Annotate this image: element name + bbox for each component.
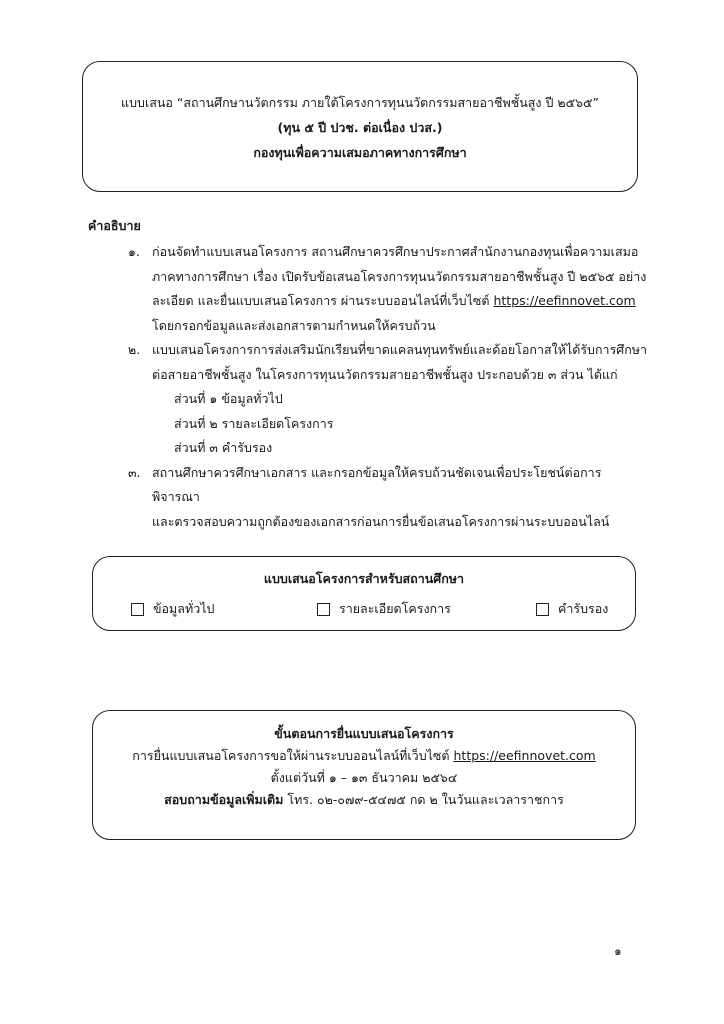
checkbox-label: ข้อมูลทั่วไป — [153, 601, 215, 616]
instruction-item-1 — [88, 240, 648, 338]
part-2: ส่วนที่ ๒ รายละเอียดโครงการ — [174, 415, 334, 431]
checkbox-label: คำรับรอง — [558, 601, 609, 616]
instruction-line: ต่อสายอาชีพชั้นสูง ในโครงการทุนนวัตกรรมสายอาชีพชั้นสูง ประกอบด้วย ๓ ส่วน ได้แก่ — [152, 366, 618, 382]
checkbox-group — [93, 599, 635, 621]
form-subtitle: (ทุน ๕ ปี ปวช. ต่อเนื่อง ปวส.) — [277, 120, 443, 135]
form-title: แบบเสนอ “สถานศึกษานวัตกรรม ภายใต้โครงการทุนนวัตกรรมสายอาชีพชั้นสูง ปี ๒๕๖๕” — [121, 95, 599, 110]
website-link[interactable]: https://eefinnovet.com — [453, 748, 596, 763]
contact-line — [93, 789, 635, 811]
item-number: ๑. — [128, 244, 140, 259]
submission-line — [93, 745, 635, 767]
instruction-line: และตรวจสอบความถูกต้องของเอกสารก่อนการยื่นข้อเสนอโครงการผ่านระบบออนไลน์ — [152, 513, 610, 529]
item-number: ๓. — [128, 464, 141, 480]
organization-name: กองทุนเพื่อความเสมอภาคทางการศึกษา — [253, 145, 467, 160]
checkbox-icon[interactable] — [131, 603, 144, 616]
checkbox-icon[interactable] — [536, 603, 549, 616]
instruction-item-2 — [88, 338, 648, 387]
checkbox-icon[interactable] — [317, 603, 330, 616]
instruction-text: ละเอียด และยื่นแบบเสนอโครงการ ผ่านระบบออนไลน์ที่เว็บไซต์ — [152, 293, 494, 308]
contact-label: สอบถามข้อมูลเพิ่มเติม — [164, 792, 284, 807]
form-sections-box — [92, 556, 636, 631]
part-3: ส่วนที่ ๓ คำรับรอง — [174, 440, 273, 455]
instruction-line: ก่อนจัดทำแบบเสนอโครงการ สถานศึกษาควรศึกษาประกาศสำนักงานกองทุนเพื่อความเสมอ — [152, 244, 639, 259]
checkbox-certification[interactable] — [536, 599, 608, 619]
instruction-line: สถานศึกษาควรศึกษาเอกสาร และกรอกข้อมูลให้ครบถ้วนชัดเจนเพื่อประโยชน์ต่อการพิจารณา — [152, 464, 602, 504]
website-link[interactable]: https://eefinnovet.com — [493, 293, 636, 308]
item-number: ๒. — [128, 342, 141, 357]
contact-text: โทร. ๐๒-๐๗๙-๕๔๗๕ กด ๒ ในวันและเวลาราชการ — [283, 792, 564, 807]
checkbox-label: รายละเอียดโครงการ — [339, 601, 451, 616]
checkbox-general-info[interactable] — [131, 599, 214, 619]
page-number: ๑ — [614, 944, 622, 958]
submission-dates: ตั้งแต่วันที่ ๑ – ๑๓ ธันวาคม ๒๕๖๔ — [270, 770, 458, 785]
title-box — [82, 61, 638, 192]
submission-text: การยื่นแบบเสนอโครงการขอให้ผ่านระบบออนไลน์ที่เว็บไซต์ — [132, 748, 454, 763]
instruction-line: แบบเสนอโครงการการส่งเสริมนักเรียนที่ขาดแคลนทุนทรัพย์และด้อยโอกาสให้ได้รับการศึกษา — [152, 342, 648, 357]
submission-title: ขั้นตอนการยื่นแบบเสนอโครงการ — [274, 726, 454, 741]
instruction-item-3 — [88, 461, 648, 535]
instruction-line: ภาคทางการศึกษา เรื่อง เปิดรับข้อเสนอโครงการทุนนวัตกรรมสายอาชีพชั้นสูง ปี ๒๕๖๕ อย่าง — [152, 268, 647, 284]
submission-box — [92, 710, 636, 840]
form-sections-title: แบบเสนอโครงการสำหรับสถานศึกษา — [263, 571, 465, 586]
instruction-line — [152, 289, 648, 314]
instructions-section — [88, 216, 648, 534]
instructions-heading: คำอธิบาย — [88, 218, 141, 233]
checkbox-project-details[interactable] — [317, 599, 451, 619]
instruction-line: โดยกรอกข้อมูลและส่งเอกสารตามกำหนดให้ครบถ้วน — [152, 317, 436, 333]
part-1: ส่วนที่ ๑ ข้อมูลทั่วไป — [174, 391, 283, 406]
